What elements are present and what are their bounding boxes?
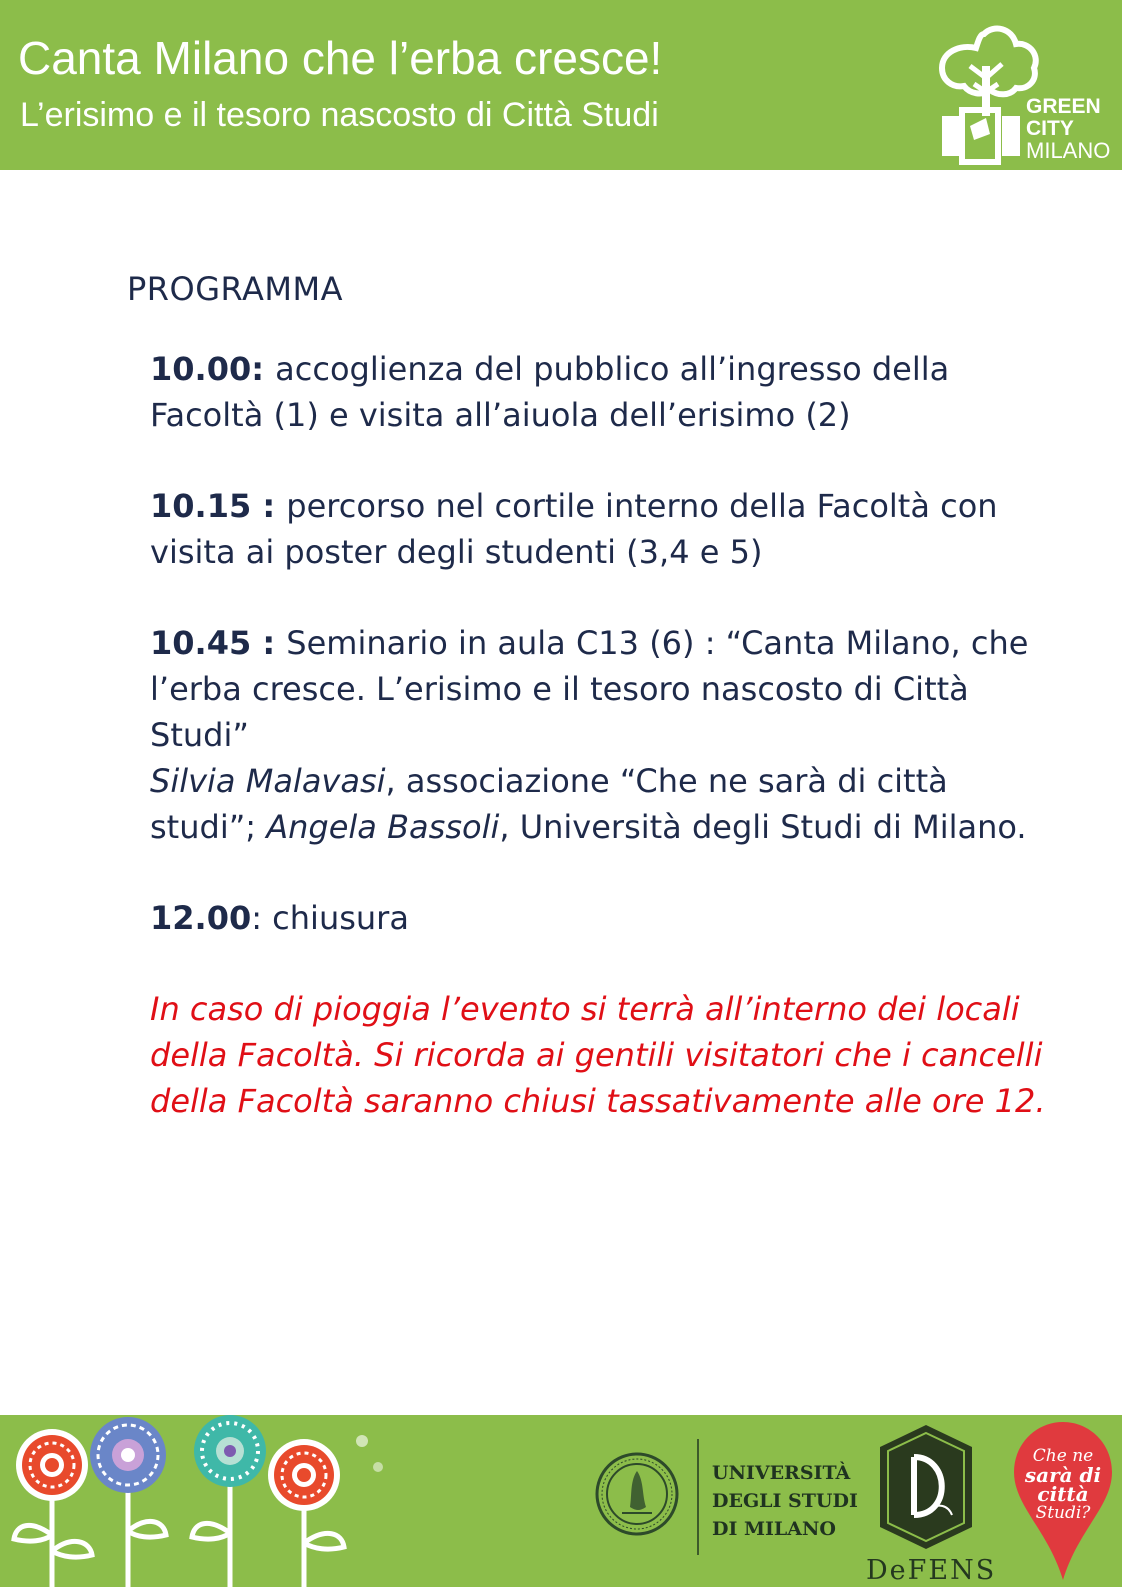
defens-logo-text: DeFENS xyxy=(866,1555,997,1586)
speaker-affiliation: , associazione “Che ne sarà di città studi”; xyxy=(150,762,948,846)
speaker-name: Silvia Malavasi xyxy=(150,762,386,800)
item-text: Seminario in aula C13 (6) : “Canta Milano, che l’erba cresce. L’erisimo e il tesoro nascosto di Città Studi” xyxy=(150,624,1029,754)
speaker-name: Angela Bassoli xyxy=(266,808,500,846)
page-subtitle: L’erisimo e il tesoro nascosto di Città Studi xyxy=(20,96,659,134)
university-divider xyxy=(697,1439,699,1555)
item-time: 10.00 xyxy=(150,350,252,388)
program-list xyxy=(150,346,1050,1169)
university-seal-icon xyxy=(594,1451,680,1537)
item-time: 10.45 xyxy=(150,624,252,662)
item-text: percorso nel cortile interno della Facoltà con visita ai poster degli studenti (3,4 e 5) xyxy=(150,487,998,571)
page-title: Canta Milano che l’erba cresce! xyxy=(18,32,663,84)
program-item: 10.15 : percorso nel cortile interno della Facoltà con visita ai poster degli studenti (3,4 e 5) xyxy=(150,487,998,571)
program-item: 12.00: chiusura xyxy=(150,899,409,937)
program-section xyxy=(0,170,1122,1415)
header-banner xyxy=(0,0,1122,170)
item-time: 12.00 xyxy=(150,899,252,937)
program-heading: PROGRAMMA xyxy=(127,270,343,308)
item-text: chiusura xyxy=(272,899,409,937)
flowers-illustration-icon xyxy=(0,1415,390,1587)
program-item: 10.45 : Seminario in aula C13 (6) : “Canta Milano, che l’erba cresce. L’erisimo e il tesoro nascosto di Città Studi” Silvia Malavasi, associazione “Che ne sarà di città studi”; Angela Bassoli, Università degli Studi di Milano. xyxy=(150,624,1029,846)
footer-banner xyxy=(0,1415,1122,1587)
rain-notice: In caso di pioggia l’evento si terrà all’interno dei locali della Facoltà. Si ricorda ai gentili visitatori che i cancelli della Facoltà saranno chiusi tassativamente alle ore 12. xyxy=(150,990,1046,1120)
program-item: 10.00: accoglienza del pubblico all’ingresso della Facoltà (1) e visita all’aiuola dell’erisimo (2) xyxy=(150,350,950,434)
pin-logo-text: Che ne sarà di città Studi? xyxy=(1024,1446,1102,1523)
university-logo-text: UNIVERSITÀ DEGLI STUDI DI MILANO xyxy=(712,1462,858,1540)
defens-logo-icon xyxy=(872,1423,980,1551)
item-time: 10.15 xyxy=(150,487,252,525)
speaker-affiliation: , Università degli Studi di Milano. xyxy=(499,808,1027,846)
item-text: accoglienza del pubblico all’ingresso della Facoltà (1) e visita all’aiuola dell’erisimo (2) xyxy=(150,350,950,434)
green-city-logo-text: GREEN CITY MILANO xyxy=(1026,95,1111,163)
